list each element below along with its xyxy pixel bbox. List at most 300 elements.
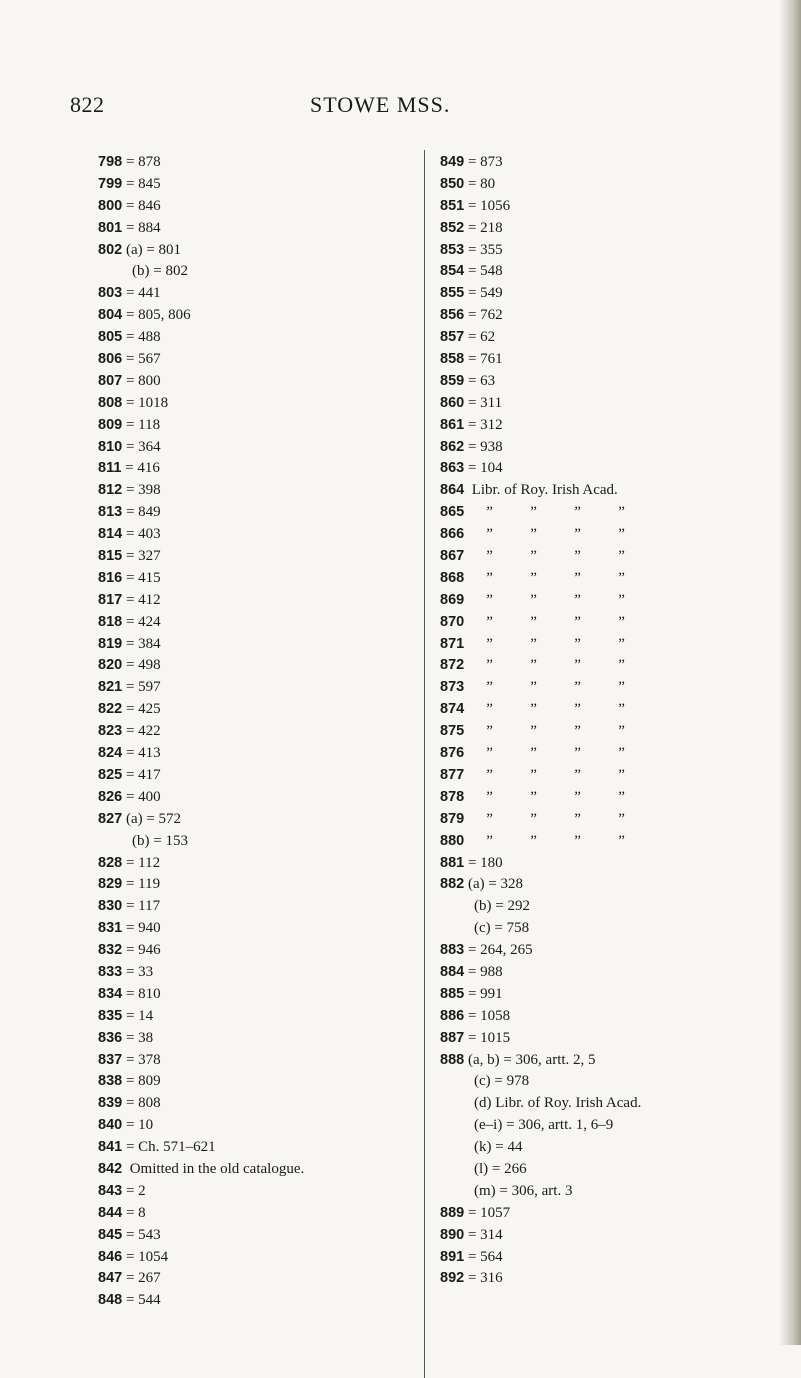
ms-number: 830 <box>98 898 123 915</box>
old-catalogue-value: (a) = 572 <box>122 810 182 827</box>
concordance-entry <box>440 152 760 174</box>
ditto-mark: ” <box>618 723 625 740</box>
ms-number: 800 <box>98 197 123 214</box>
ms-number: 818 <box>98 613 123 630</box>
ditto-mark: ” <box>530 504 537 521</box>
ditto-mark: ” <box>574 832 581 849</box>
ms-number: 838 <box>98 1073 123 1090</box>
concordance-entry <box>440 699 760 721</box>
old-catalogue-value: (m) = 306, art. 3 <box>474 1182 573 1199</box>
ditto-mark: ” <box>574 569 581 586</box>
ms-number: 856 <box>440 307 465 324</box>
old-catalogue-value: = 849 <box>122 504 161 521</box>
ms-number: 844 <box>98 1204 123 1221</box>
page-number: 822 <box>70 92 105 117</box>
concordance-entry <box>98 1268 418 1290</box>
concordance-entry <box>440 283 760 305</box>
old-catalogue-value: = 80 <box>464 175 496 192</box>
ms-number: 854 <box>440 263 465 280</box>
ms-number: 861 <box>440 416 465 433</box>
old-catalogue-value: = 118 <box>122 416 161 433</box>
concordance-entry <box>98 1093 418 1115</box>
ms-number: 851 <box>440 197 465 214</box>
ditto-mark: ” <box>618 548 625 565</box>
old-catalogue-value: = 180 <box>464 854 503 871</box>
ditto-mark: ” <box>618 679 625 696</box>
concordance-entry <box>98 1006 418 1028</box>
ditto-mark: ” <box>530 679 537 696</box>
old-catalogue-value: (a, b) = 306, artt. 2, 5 <box>464 1051 596 1068</box>
ms-number: 841 <box>98 1139 123 1156</box>
concordance-entry <box>98 1290 418 1312</box>
old-catalogue-value: (b) = 153 <box>132 832 188 849</box>
ditto-mark: ” <box>618 526 625 543</box>
concordance-entry <box>440 1028 760 1050</box>
old-catalogue-value: = 1054 <box>122 1248 169 1265</box>
ms-number: 828 <box>98 854 123 871</box>
old-catalogue-value: = 104 <box>464 460 503 477</box>
old-catalogue-value: = 10 <box>122 1117 154 1134</box>
ditto-mark: ” <box>530 832 537 849</box>
ms-number: 834 <box>98 985 123 1002</box>
ms-number: 823 <box>98 723 123 740</box>
ms-number: 876 <box>440 745 465 762</box>
ditto-mark: ” <box>574 701 581 718</box>
concordance-entry <box>98 261 418 283</box>
ms-number: 886 <box>440 1007 465 1024</box>
concordance-entry <box>98 765 418 787</box>
ms-number: 822 <box>98 701 123 718</box>
old-catalogue-value: = 1056 <box>464 197 511 214</box>
ditto-mark: ” <box>486 635 493 652</box>
ms-number: 829 <box>98 876 123 893</box>
ms-number: 875 <box>440 723 465 740</box>
ms-number: 865 <box>440 504 465 521</box>
concordance-entry <box>440 349 760 371</box>
ditto-mark: ” <box>618 613 625 630</box>
old-catalogue-value: = 63 <box>464 372 496 389</box>
old-catalogue-value: (l) = 266 <box>474 1160 527 1177</box>
ms-number: 798 <box>98 154 123 170</box>
concordance-entry <box>440 174 760 196</box>
ditto-mark: ” <box>486 679 493 696</box>
ms-number: 814 <box>98 526 123 543</box>
concordance-entry <box>440 874 760 896</box>
old-catalogue-value: = 267 <box>122 1270 161 1287</box>
old-catalogue-value: = 33 <box>122 963 154 980</box>
old-catalogue-value: = 424 <box>122 613 161 630</box>
concordance-entry <box>98 1071 418 1093</box>
ditto-mark: ” <box>530 723 537 740</box>
concordance-entry <box>98 349 418 371</box>
ditto-mark: ” <box>530 657 537 674</box>
ms-number: 825 <box>98 766 123 783</box>
ditto-mark: ” <box>574 766 581 783</box>
ms-number: 833 <box>98 963 123 980</box>
ms-number: 869 <box>440 591 465 608</box>
old-catalogue-value: = 809 <box>122 1073 161 1090</box>
old-catalogue-value: = 316 <box>464 1270 503 1287</box>
old-catalogue-value: = 808 <box>122 1095 161 1112</box>
ditto-mark: ” <box>486 613 493 630</box>
concordance-entry <box>98 743 418 765</box>
ms-number: 864 <box>440 482 465 499</box>
concordance-entry <box>440 765 760 787</box>
old-catalogue-value: = 264, 265 <box>464 942 533 959</box>
concordance-entry <box>440 721 760 743</box>
old-catalogue-value: = 543 <box>122 1226 161 1243</box>
ditto-mark: ” <box>574 635 581 652</box>
ms-number: 846 <box>98 1248 123 1265</box>
concordance-entry <box>98 393 418 415</box>
concordance-entry <box>98 962 418 984</box>
old-catalogue-value: (b) = 292 <box>474 898 530 915</box>
ditto-mark: ” <box>530 613 537 630</box>
ms-number: 889 <box>440 1204 465 1221</box>
ms-number: 880 <box>440 832 465 849</box>
ms-number: 867 <box>440 548 465 565</box>
old-catalogue-value: Libr. of Roy. Irish Acad. <box>464 482 618 499</box>
old-catalogue-value: = 117 <box>122 898 161 915</box>
ditto-mark: ” <box>618 591 625 608</box>
old-catalogue-value: = 62 <box>464 329 496 346</box>
concordance-entry <box>440 743 760 765</box>
ditto-marks <box>464 570 662 586</box>
ditto-marks <box>464 548 662 564</box>
page-edge-shadow <box>779 0 801 1345</box>
concordance-entry <box>98 240 418 262</box>
old-catalogue-value: = 218 <box>464 219 503 236</box>
ditto-mark: ” <box>618 766 625 783</box>
old-catalogue-value: = 846 <box>122 197 161 214</box>
old-catalogue-value: = 355 <box>464 241 503 258</box>
old-catalogue-value: = 327 <box>122 548 161 565</box>
concordance-entry <box>440 1137 760 1159</box>
ms-number: 817 <box>98 591 123 608</box>
concordance-entry <box>98 1225 418 1247</box>
ms-number: 890 <box>440 1226 465 1243</box>
ditto-marks <box>464 636 662 652</box>
concordance-entry <box>98 568 418 590</box>
ms-number: 810 <box>98 438 123 455</box>
ms-number: 804 <box>98 307 123 324</box>
concordance-entry <box>98 853 418 875</box>
ms-number: 832 <box>98 942 123 959</box>
ditto-marks <box>464 723 662 739</box>
concordance-entry <box>98 1181 418 1203</box>
ditto-mark: ” <box>574 526 581 543</box>
concordance-entry <box>440 940 760 962</box>
ms-number: 836 <box>98 1029 123 1046</box>
concordance-entry <box>98 480 418 502</box>
ms-number: 819 <box>98 635 123 652</box>
old-catalogue-value: = 761 <box>464 351 503 368</box>
ditto-mark: ” <box>530 788 537 805</box>
concordance-entry <box>440 480 760 502</box>
old-catalogue-value: = 417 <box>122 766 161 783</box>
concordance-entry <box>98 546 418 568</box>
ditto-mark: ” <box>574 591 581 608</box>
concordance-entry <box>440 546 760 568</box>
concordance-entry <box>98 634 418 656</box>
old-catalogue-value: = 422 <box>122 723 161 740</box>
ms-number: 799 <box>98 175 123 192</box>
old-catalogue-value: = 314 <box>464 1226 503 1243</box>
concordance-entry <box>440 261 760 283</box>
concordance-entry <box>98 1137 418 1159</box>
ditto-marks <box>464 679 662 695</box>
ditto-mark: ” <box>486 548 493 565</box>
ditto-mark: ” <box>574 745 581 762</box>
old-catalogue-value: = 2 <box>122 1182 146 1199</box>
ms-number: 831 <box>98 920 123 937</box>
concordance-entry <box>98 218 418 240</box>
concordance-entry <box>98 437 418 459</box>
concordance-entry <box>98 1203 418 1225</box>
ms-number: 891 <box>440 1248 465 1265</box>
concordance-entry <box>98 152 418 174</box>
concordance-entry <box>98 940 418 962</box>
ms-number: 837 <box>98 1051 123 1068</box>
right-column <box>440 152 760 1290</box>
ms-number: 849 <box>440 154 465 170</box>
ditto-mark: ” <box>486 745 493 762</box>
ms-number: 850 <box>440 175 465 192</box>
ms-number: 863 <box>440 460 465 477</box>
ms-number: 866 <box>440 526 465 543</box>
concordance-entry <box>98 196 418 218</box>
ditto-mark: ” <box>574 788 581 805</box>
concordance-entry <box>440 1071 760 1093</box>
ms-number: 826 <box>98 788 123 805</box>
concordance-entry <box>440 524 760 546</box>
concordance-entry <box>440 327 760 349</box>
concordance-entry <box>440 196 760 218</box>
concordance-entry <box>440 1225 760 1247</box>
ms-number: 813 <box>98 504 123 521</box>
ditto-mark: ” <box>530 635 537 652</box>
old-catalogue-value: = 946 <box>122 942 161 959</box>
old-catalogue-value: = 8 <box>122 1204 146 1221</box>
concordance-entry <box>98 677 418 699</box>
ms-number: 847 <box>98 1270 123 1287</box>
old-catalogue-value: = 800 <box>122 372 161 389</box>
concordance-entry <box>440 218 760 240</box>
concordance-entry <box>98 655 418 677</box>
concordance-entry <box>440 918 760 940</box>
old-catalogue-value: = 398 <box>122 482 161 499</box>
concordance-entry <box>440 393 760 415</box>
ditto-mark: ” <box>574 613 581 630</box>
ms-number: 859 <box>440 372 465 389</box>
concordance-entry <box>440 502 760 524</box>
concordance-entry <box>440 962 760 984</box>
old-catalogue-value: = Ch. 571–621 <box>122 1139 216 1156</box>
ms-number: 821 <box>98 679 123 696</box>
ditto-mark: ” <box>618 701 625 718</box>
ditto-mark: ” <box>574 548 581 565</box>
column-divider <box>424 150 425 1378</box>
concordance-entry <box>98 874 418 896</box>
ditto-marks <box>464 657 662 673</box>
ditto-mark: ” <box>530 701 537 718</box>
concordance-entry <box>440 787 760 809</box>
ditto-mark: ” <box>530 591 537 608</box>
ms-number: 858 <box>440 351 465 368</box>
left-column <box>98 152 418 1312</box>
concordance-entry <box>440 984 760 1006</box>
ditto-marks <box>464 833 662 849</box>
old-catalogue-value: = 38 <box>122 1029 154 1046</box>
concordance-entry <box>440 896 760 918</box>
concordance-entry <box>440 853 760 875</box>
concordance-entry <box>98 524 418 546</box>
ms-number: 877 <box>440 766 465 783</box>
old-catalogue-value: (a) = 801 <box>122 241 182 258</box>
old-catalogue-value: = 988 <box>464 963 503 980</box>
ms-number: 835 <box>98 1007 123 1024</box>
ms-number: 892 <box>440 1270 465 1287</box>
ms-number: 868 <box>440 569 465 586</box>
ms-number: 824 <box>98 745 123 762</box>
concordance-entry <box>98 831 418 853</box>
old-catalogue-value: = 384 <box>122 635 161 652</box>
ditto-marks <box>464 745 662 761</box>
ms-number: 842 <box>98 1160 123 1177</box>
ditto-mark: ” <box>530 745 537 762</box>
old-catalogue-value: = 597 <box>122 679 161 696</box>
concordance-entry <box>440 655 760 677</box>
old-catalogue-value: = 425 <box>122 701 161 718</box>
concordance-entry <box>440 1181 760 1203</box>
ms-number: 806 <box>98 351 123 368</box>
concordance-entry <box>440 809 760 831</box>
concordance-entry <box>98 327 418 349</box>
ms-number: 873 <box>440 679 465 696</box>
ms-number: 845 <box>98 1226 123 1243</box>
ditto-mark: ” <box>618 657 625 674</box>
ms-number: 811 <box>98 460 122 477</box>
old-catalogue-value: = 1018 <box>122 394 169 411</box>
ditto-mark: ” <box>530 766 537 783</box>
ditto-mark: ” <box>486 504 493 521</box>
old-catalogue-value: (e–i) = 306, artt. 1, 6–9 <box>474 1117 614 1134</box>
old-catalogue-value: = 878 <box>122 154 161 170</box>
concordance-entry <box>440 590 760 612</box>
old-catalogue-value: (c) = 978 <box>474 1073 530 1090</box>
old-catalogue-value: = 544 <box>122 1292 161 1309</box>
ditto-mark: ” <box>618 788 625 805</box>
concordance-entry <box>98 1247 418 1269</box>
ditto-mark: ” <box>618 745 625 762</box>
concordance-entry <box>440 1050 760 1072</box>
ms-number: 808 <box>98 394 123 411</box>
concordance-entry <box>440 305 760 327</box>
old-catalogue-value: = 412 <box>122 591 161 608</box>
ditto-mark: ” <box>618 569 625 586</box>
ms-number: 853 <box>440 241 465 258</box>
ms-number: 887 <box>440 1029 465 1046</box>
ditto-mark: ” <box>618 504 625 521</box>
ditto-mark: ” <box>574 657 581 674</box>
ditto-mark: ” <box>486 569 493 586</box>
ms-number: 883 <box>440 942 465 959</box>
ditto-mark: ” <box>486 657 493 674</box>
ms-number: 855 <box>440 285 465 302</box>
concordance-entry <box>440 415 760 437</box>
old-catalogue-value: = 498 <box>122 657 161 674</box>
ms-number: 871 <box>440 635 465 652</box>
ms-number: 888 <box>440 1051 465 1068</box>
ms-number: 857 <box>440 329 465 346</box>
concordance-entry <box>440 1115 760 1137</box>
concordance-entry <box>440 1203 760 1225</box>
concordance-entry <box>440 634 760 656</box>
ms-number: 870 <box>440 613 465 630</box>
ditto-marks <box>464 614 662 630</box>
concordance-entry <box>440 1247 760 1269</box>
ditto-mark: ” <box>574 679 581 696</box>
old-catalogue-value: = 364 <box>122 438 161 455</box>
ms-number: 862 <box>440 438 465 455</box>
ms-number: 812 <box>98 482 123 499</box>
old-catalogue-value: (d) Libr. of Roy. Irish Acad. <box>474 1095 642 1112</box>
ms-number: 839 <box>98 1095 123 1112</box>
old-catalogue-value: = 564 <box>464 1248 503 1265</box>
ditto-mark: ” <box>530 526 537 543</box>
ms-number: 802 <box>98 241 123 258</box>
concordance-entry <box>98 1028 418 1050</box>
concordance-entry <box>440 1159 760 1181</box>
old-catalogue-value: = 378 <box>122 1051 161 1068</box>
concordance-entry <box>440 568 760 590</box>
ditto-mark: ” <box>530 810 537 827</box>
old-catalogue-value: = 845 <box>122 175 161 192</box>
old-catalogue-value: = 810 <box>122 985 161 1002</box>
ditto-mark: ” <box>530 569 537 586</box>
ditto-mark: ” <box>486 526 493 543</box>
ms-number: 884 <box>440 963 465 980</box>
old-catalogue-value: = 1058 <box>464 1007 511 1024</box>
ms-number: 860 <box>440 394 465 411</box>
ms-number: 843 <box>98 1182 123 1199</box>
ms-number: 878 <box>440 788 465 805</box>
concordance-entry <box>440 240 760 262</box>
concordance-entry <box>98 283 418 305</box>
ditto-mark: ” <box>574 504 581 521</box>
old-catalogue-value: = 311 <box>464 394 503 411</box>
old-catalogue-value: = 400 <box>122 788 161 805</box>
ms-number: 809 <box>98 416 123 433</box>
ms-number: 801 <box>98 219 123 236</box>
concordance-entry <box>440 831 760 853</box>
old-catalogue-value: = 938 <box>464 438 503 455</box>
old-catalogue-value: = 884 <box>122 219 161 236</box>
concordance-entry <box>98 458 418 480</box>
concordance-entry <box>440 1006 760 1028</box>
ms-number: 882 <box>440 876 465 893</box>
concordance-entry <box>98 1050 418 1072</box>
concordance-entry <box>98 809 418 831</box>
old-catalogue-value: = 403 <box>122 526 161 543</box>
running-head: STOWE MSS. <box>310 92 451 117</box>
ditto-mark: ” <box>574 810 581 827</box>
concordance-entry <box>98 787 418 809</box>
concordance-entry <box>98 502 418 524</box>
old-catalogue-value: = 940 <box>122 920 161 937</box>
ditto-marks <box>464 701 662 717</box>
old-catalogue-value: = 416 <box>121 460 160 477</box>
